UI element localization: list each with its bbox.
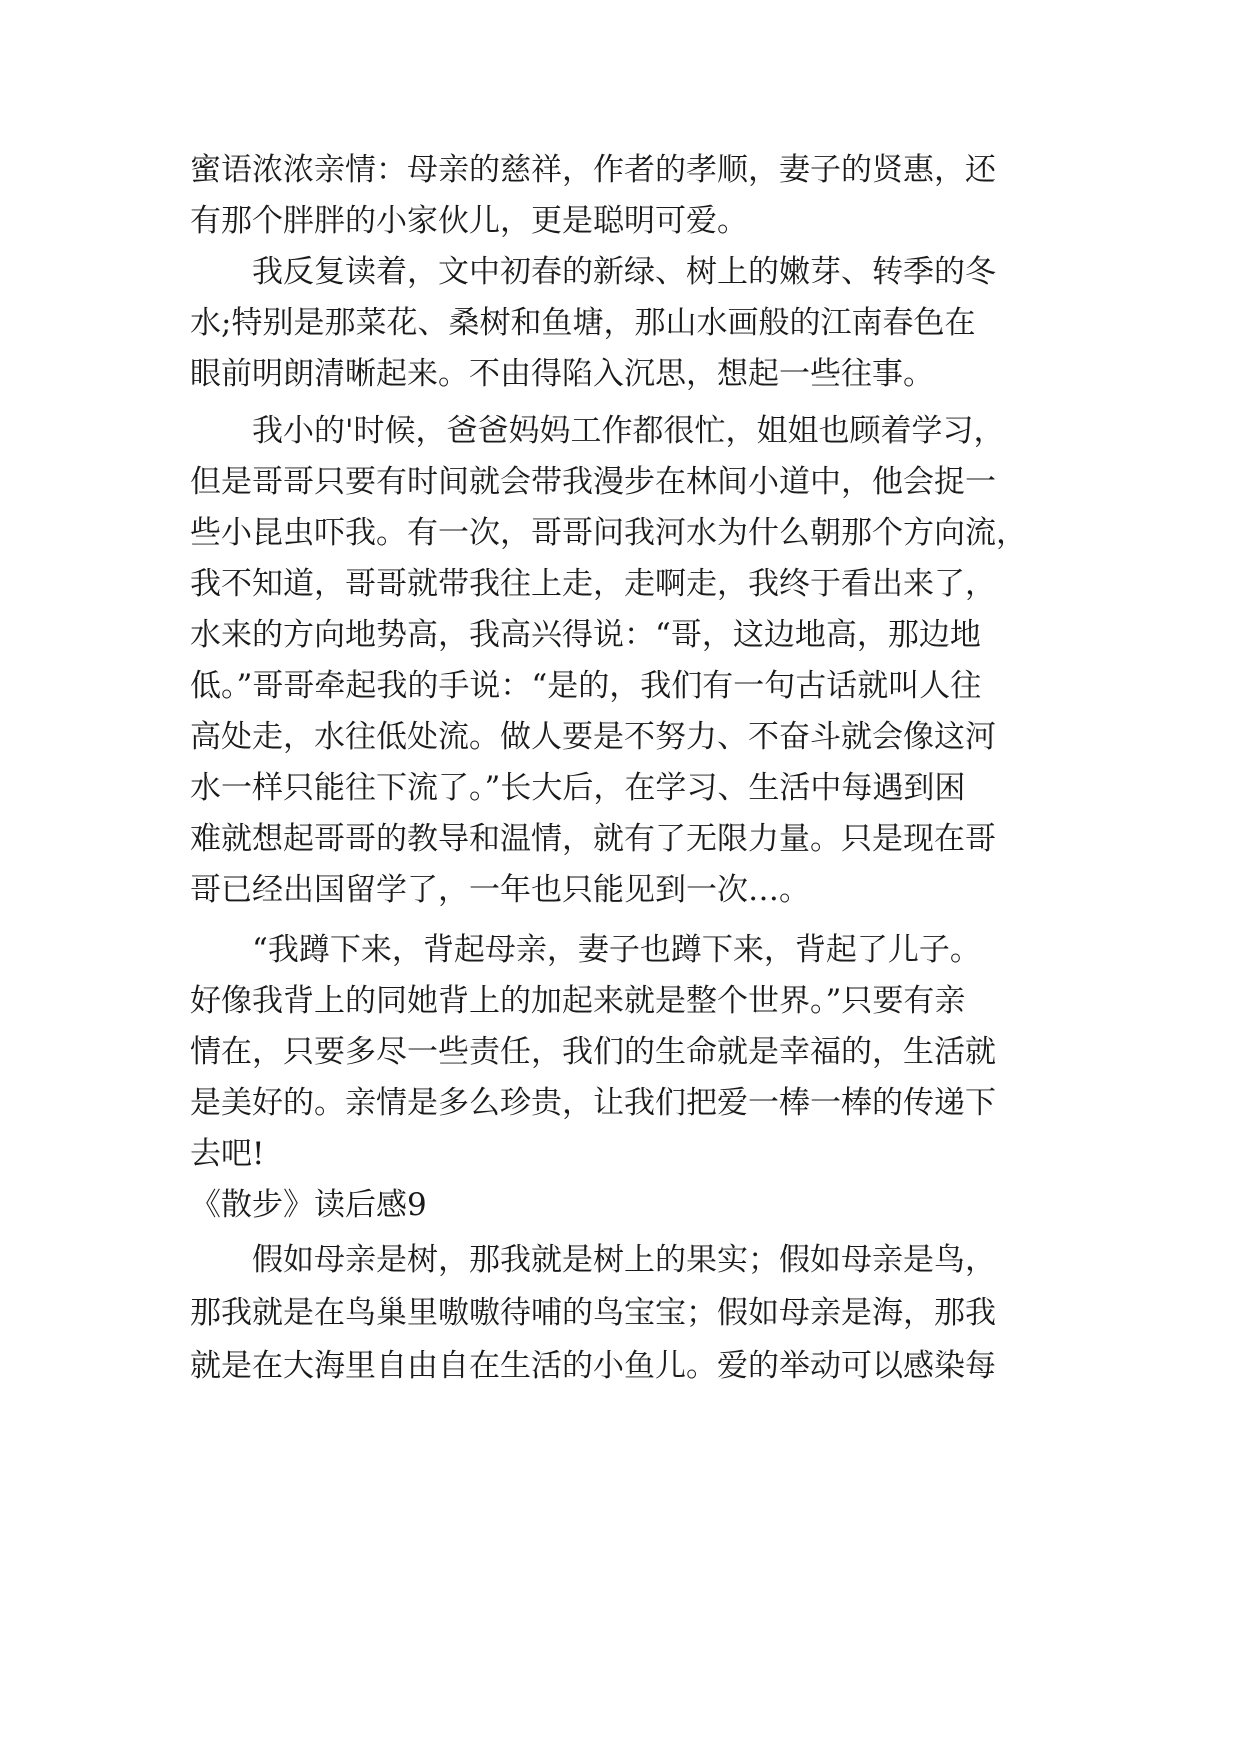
text-line: 低。”哥哥牵起我的手说：“是的，我们有一句古话就叫人往 [190, 668, 982, 704]
document-page [190, 0, 1070, 1754]
text-line: 水;特别是那菜花、桑树和鱼塘，那山水画般的江南春色在 [190, 305, 976, 341]
text-line: 有那个胖胖的小家伙儿，更是聪明可爱。 [190, 203, 748, 239]
paragraph-start-line: “我蹲下来，背起母亲，妻子也蹲下来，背起了儿子。 [252, 932, 981, 968]
text-line: 难就想起哥哥的教导和温情，就有了无限力量。只是现在哥 [190, 821, 996, 857]
text-line: 哥已经出国留学了，一年也只能见到一次…。 [190, 872, 810, 908]
text-line: 去吧! [190, 1136, 265, 1172]
text-line: 高处走，水往低处流。做人要是不努力、不奋斗就会像这河 [190, 719, 996, 755]
text-line: 些小昆虫吓我。有一次，哥哥问我河水为什么朝那个方向流， [190, 515, 1027, 551]
text-line: 但是哥哥只要有时间就会带我漫步在林间小道中，他会捉一 [190, 464, 996, 500]
paragraph-start-line: 我小的'时候，爸爸妈妈工作都很忙，姐姐也顾着学习， [252, 413, 1005, 449]
text-line: 水来的方向地势高，我高兴得说：“哥，这边地高，那边地 [190, 617, 981, 653]
paragraph-start-line: 我反复读着，文中初春的新绿、树上的嫩芽、转季的冬 [252, 254, 996, 290]
text-line: 我不知道，哥哥就带我往上走，走啊走，我终于看出来了， [190, 566, 996, 602]
text-line: 情在，只要多尽一些责任，我们的生命就是幸福的，生活就 [190, 1034, 996, 1070]
text-line: 好像我背上的同她背上的加起来就是整个世界。”只要有亲 [190, 983, 966, 1019]
text-line: 是美好的。亲情是多么珍贵，让我们把爱一棒一棒的传递下 [190, 1085, 996, 1121]
paragraph-start-line: 假如母亲是树，那我就是树上的果实；假如母亲是鸟， [252, 1242, 996, 1278]
section-heading: 《散步》读后感9 [190, 1187, 427, 1223]
text-line: 水一样只能往下流了。”长大后，在学习、生活中每遇到困 [190, 770, 966, 806]
text-line: 蜜语浓浓亲情：母亲的慈祥，作者的孝顺，妻子的贤惠，还 [190, 152, 996, 188]
text-line: 就是在大海里自由自在生活的小鱼儿。爱的举动可以感染每 [190, 1348, 996, 1384]
text-line: 眼前明朗清晰起来。不由得陷入沉思，想起一些往事。 [190, 356, 934, 392]
text-line: 那我就是在鸟巢里嗷嗷待哺的鸟宝宝；假如母亲是海，那我 [190, 1295, 996, 1331]
